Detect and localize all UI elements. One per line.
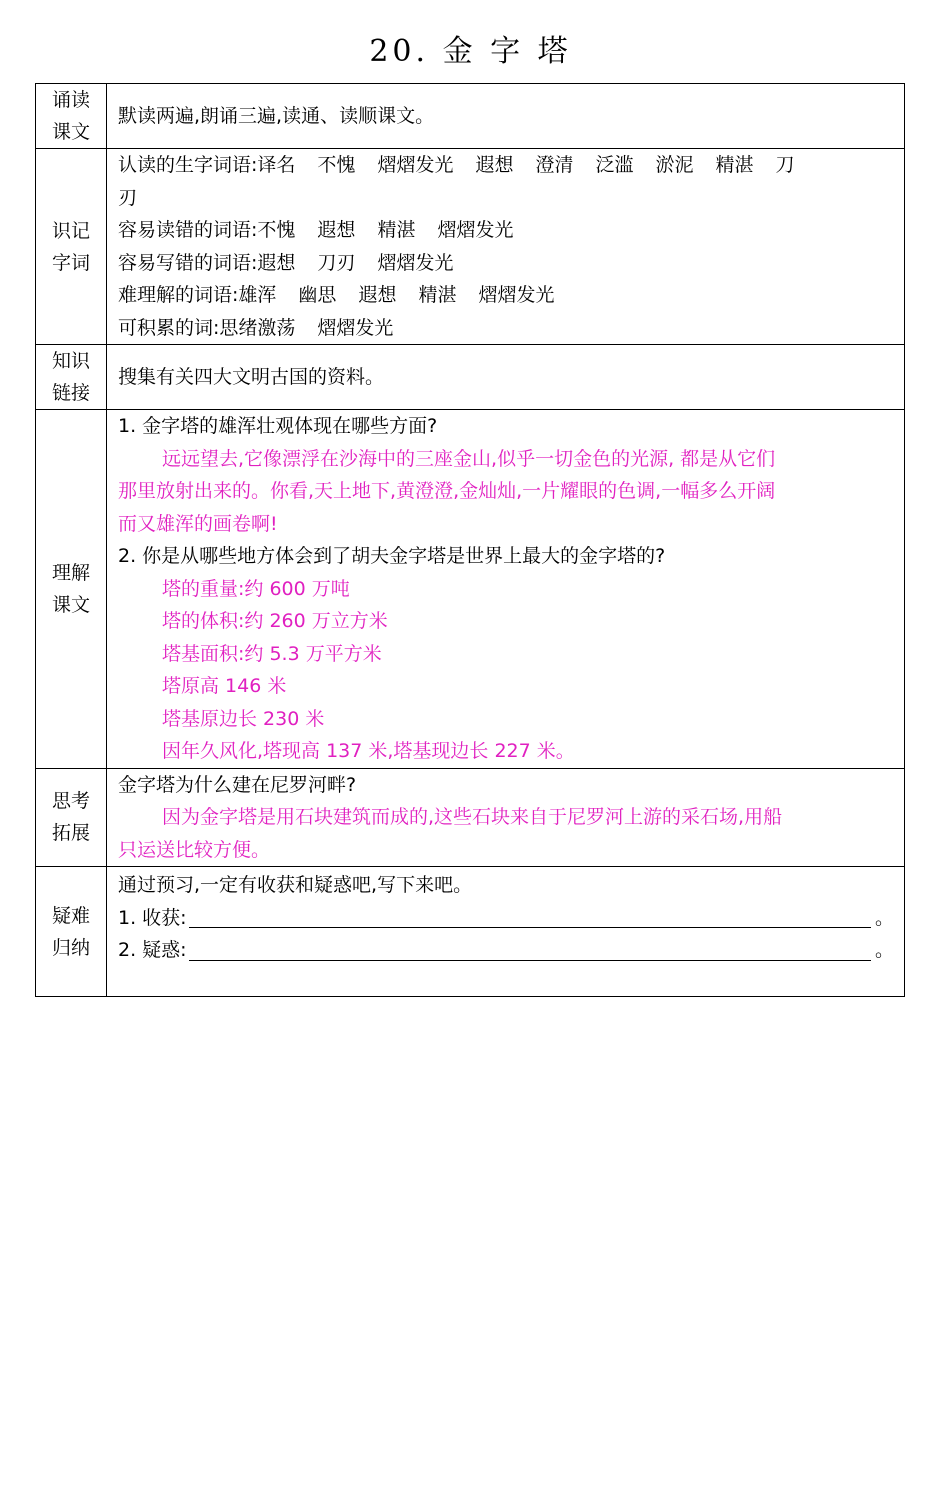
vocab-word: 译名 — [257, 154, 296, 176]
vocab-word: 遐想 — [475, 154, 514, 176]
answer-2-item: 塔基面积:约 5.3 万平方米 — [162, 642, 382, 665]
row-recite — [36, 84, 905, 149]
vocab-word: 熠熠发光 — [317, 316, 394, 339]
vocab-line-difficult: 难理解的词语:雄浑 幽思 遐想 精湛 熠熠发光 — [118, 284, 555, 306]
recite-instruction: 默读两遍,朗诵三遍,读通、读顺课文。 — [118, 104, 435, 127]
row-label-recite: 诵读 课文 — [36, 84, 107, 149]
vocab-word: 刀 — [775, 154, 795, 176]
row-content-recite — [107, 84, 905, 149]
vocab-word: 幽思 — [298, 284, 337, 306]
vocab-word: 熠熠发光 — [377, 154, 454, 176]
row-content-extension — [107, 768, 905, 867]
vocab-word: 澄清 — [535, 154, 574, 176]
vocab-line-read-wrap: 刃 — [118, 186, 138, 209]
answer-2-item: 塔原高 146 米 — [162, 675, 287, 697]
row-label-vocabulary: 识记 字词 — [36, 149, 107, 345]
row-knowledge-link — [36, 345, 905, 410]
worksheet-table — [35, 83, 905, 997]
answer-1-line: 远远望去,它像漂浮在沙海中的三座金山,似乎一切金色的光源, 都是从它们 — [162, 447, 776, 470]
vocab-word: 熠熠发光 — [478, 284, 555, 306]
question-1: 1. 金字塔的雄浑壮观体现在哪些方面? — [118, 415, 438, 437]
gain-fill-line — [118, 902, 894, 935]
vocab-word: 遐想 — [317, 219, 356, 241]
knowledge-link-text: 搜集有关四大文明古国的资料。 — [118, 365, 385, 388]
vocab-word: 熠熠发光 — [437, 219, 514, 241]
row-vocabulary — [36, 149, 905, 345]
answer-1-line: 那里放射出来的。你看,天上地下,黄澄澄,金灿灿,一片耀眼的色调,一幅多么开阔 — [118, 480, 776, 502]
gain-end-mark: 。 — [874, 906, 894, 929]
extension-answer-line: 只运送比较方便。 — [118, 838, 271, 861]
row-label-knowledge-link: 知识 链接 — [36, 345, 107, 410]
vocab-line-accumulate: 可积累的词:思绪激荡 熠熠发光 — [118, 316, 394, 339]
answer-2-item: 塔基原边长 230 米 — [162, 707, 325, 730]
gain-label: 1. 收获: — [118, 906, 187, 929]
vocab-word: 熠熠发光 — [377, 251, 454, 274]
answer-2-item: 塔的重量:约 600 万吨 — [162, 577, 350, 600]
vocab-word: 遐想 — [358, 284, 397, 306]
row-content-comprehension — [107, 410, 905, 769]
vocab-line-miswrite: 容易写错的词语:遐想 刀刃 熠熠发光 — [118, 251, 454, 274]
row-extension — [36, 768, 905, 867]
row-content-vocabulary — [107, 149, 905, 345]
vocab-line-misread: 容易读错的词语:不愧 遐想 精湛 熠熠发光 — [118, 219, 514, 241]
vocab-word: 精湛 — [715, 154, 754, 176]
vocab-line-read: 认读的生字词语:译名 不愧 熠熠发光 遐想 澄清 泛滥 淤泥 精湛 刀 — [118, 154, 795, 176]
doubt-answer-blank[interactable] — [189, 938, 871, 961]
row-content-summary — [107, 867, 905, 997]
doubt-end-mark: 。 — [874, 939, 894, 961]
row-label-summary: 疑难 归纳 — [36, 867, 107, 997]
page-title: 20. 金 字 塔 — [369, 34, 572, 69]
extension-question: 金字塔为什么建在尼罗河畔? — [118, 773, 357, 796]
row-content-knowledge-link — [107, 345, 905, 410]
answer-2-item: 塔的体积:约 260 万立方米 — [162, 610, 388, 632]
vocab-word: 刀刃 — [317, 251, 356, 274]
question-2: 2. 你是从哪些地方体会到了胡夫金字塔是世界上最大的金字塔的? — [118, 545, 666, 567]
doubt-fill-line — [118, 934, 894, 967]
row-label-extension: 思考 拓展 — [36, 768, 107, 867]
vocab-word: 泛滥 — [595, 154, 634, 176]
row-summary — [36, 867, 905, 997]
vocab-word: 淤泥 — [655, 154, 694, 176]
gain-answer-blank[interactable] — [189, 905, 871, 928]
vocab-word: 遐想 — [257, 251, 296, 274]
vocab-word: 雄浑 — [238, 284, 277, 306]
summary-intro: 通过预习,一定有收获和疑惑吧,写下来吧。 — [118, 874, 473, 896]
row-comprehension — [36, 410, 905, 769]
doubt-label: 2. 疑惑: — [118, 939, 187, 961]
vocab-word: 不愧 — [257, 219, 296, 241]
answer-2-item: 因年久风化,塔现高 137 米,塔基现边长 227 米。 — [162, 740, 575, 762]
extension-answer-line: 因为金字塔是用石块建筑而成的,这些石块来自于尼罗河上游的采石场,用船 — [162, 806, 783, 828]
vocab-word: 精湛 — [418, 284, 457, 306]
vocab-word: 思绪激荡 — [219, 316, 296, 339]
answer-1-line: 而又雄浑的画卷啊! — [118, 512, 278, 535]
row-label-comprehension: 理解 课文 — [36, 410, 107, 769]
vocab-word: 精湛 — [377, 219, 416, 241]
vocab-word: 不愧 — [317, 154, 356, 176]
